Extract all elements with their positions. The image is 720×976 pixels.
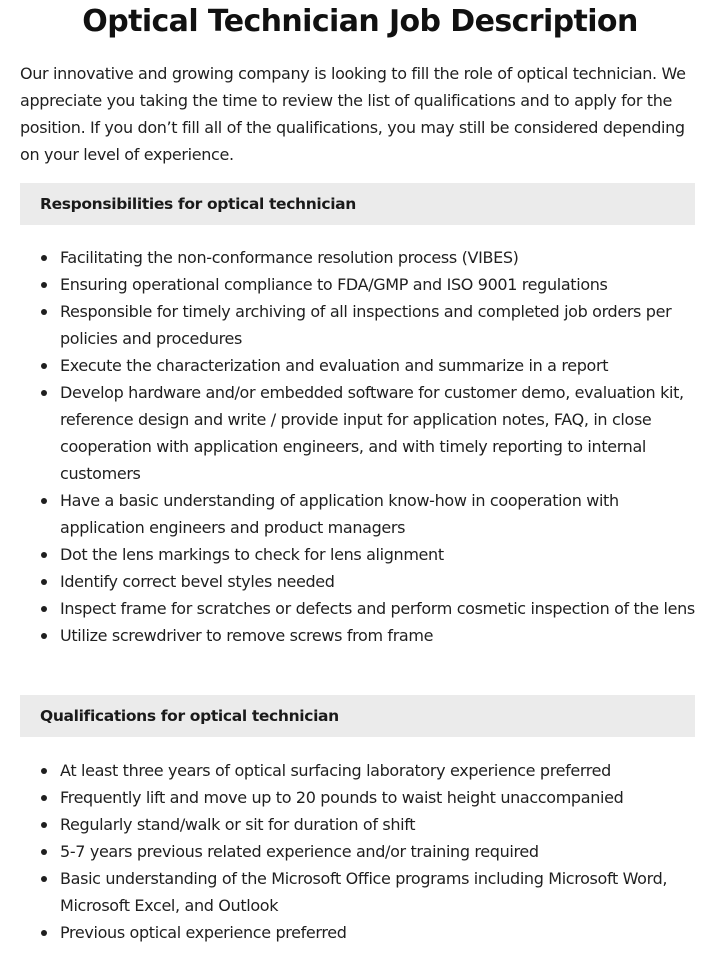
responsibilities-list (20, 244, 700, 649)
list-item-text: Inspect frame for scratches or defects and perform cosmetic inspection of the lens (60, 599, 695, 618)
list-item (20, 757, 700, 784)
bullet-icon (41, 822, 47, 828)
list-item (20, 622, 700, 649)
bullet-icon (41, 390, 47, 396)
intro-paragraph: Our innovative and growing company is looking to fill the role of optical technician. We appreciate you taking the time to review the list of qualifications and to apply for the position. If you don’t fill all of the qualifications, you may still be considered depending on your level of experience. (20, 64, 686, 164)
list-item (20, 919, 700, 946)
bullet-icon (41, 795, 47, 801)
list-item (20, 811, 700, 838)
qualifications-heading: Qualifications for optical technician (20, 695, 695, 737)
list-item-text: Utilize screwdriver to remove screws from frame (60, 626, 434, 645)
list-item-text: Identify correct bevel styles needed (60, 572, 335, 591)
list-item (20, 487, 700, 541)
list-item-text: 5-7 years previous related experience and/or training required (60, 842, 539, 861)
bullet-icon (41, 282, 47, 288)
list-item-text: Ensuring operational compliance to FDA/GMP and ISO 9001 regulations (60, 275, 608, 294)
page-title: Optical Technician Job Description (82, 4, 638, 39)
list-item (20, 568, 700, 595)
responsibilities-heading: Responsibilities for optical technician (20, 183, 695, 225)
list-item-text: Basic understanding of the Microsoft Office programs including Microsoft Word, Microsoft Excel, and Outlook (60, 869, 668, 915)
list-item-text: Frequently lift and move up to 20 pounds to waist height unaccompanied (60, 788, 624, 807)
list-item (20, 865, 700, 919)
list-item (20, 271, 700, 298)
list-item-text: At least three years of optical surfacing laboratory experience preferred (60, 761, 611, 780)
list-item-text: Execute the characterization and evaluation and summarize in a report (60, 356, 609, 375)
list-item-text: Facilitating the non-conformance resolution process (VIBES) (60, 248, 519, 267)
bullet-icon (41, 930, 47, 936)
list-item (20, 298, 700, 352)
bullet-icon (41, 498, 47, 504)
list-item (20, 379, 700, 487)
bullet-icon (41, 849, 47, 855)
list-item (20, 352, 700, 379)
list-item-text: Regularly stand/walk or sit for duration of shift (60, 815, 416, 834)
bullet-icon (41, 309, 47, 315)
list-item (20, 838, 700, 865)
bullet-icon (41, 552, 47, 558)
list-item (20, 244, 700, 271)
list-item-text: Have a basic understanding of application know-how in cooperation with application engineers and product managers (60, 491, 619, 537)
bullet-icon (41, 606, 47, 612)
list-item (20, 595, 700, 622)
bullet-icon (41, 579, 47, 585)
list-item-text: Responsible for timely archiving of all inspections and completed job orders per policies and procedures (60, 302, 672, 348)
bullet-icon (41, 363, 47, 369)
bullet-icon (41, 768, 47, 774)
list-item-text: Develop hardware and/or embedded software for customer demo, evaluation kit, reference design and write / provide input for application notes, FAQ, in close cooperation with application engineers, and with timely reporting to internal customers (60, 383, 684, 483)
bullet-icon (41, 255, 47, 261)
bullet-icon (41, 876, 47, 882)
list-item (20, 541, 700, 568)
bullet-icon (41, 633, 47, 639)
list-item (20, 784, 700, 811)
list-item-text: Previous optical experience preferred (60, 923, 347, 942)
qualifications-list (20, 757, 700, 946)
list-item-text: Dot the lens markings to check for lens alignment (60, 545, 444, 564)
